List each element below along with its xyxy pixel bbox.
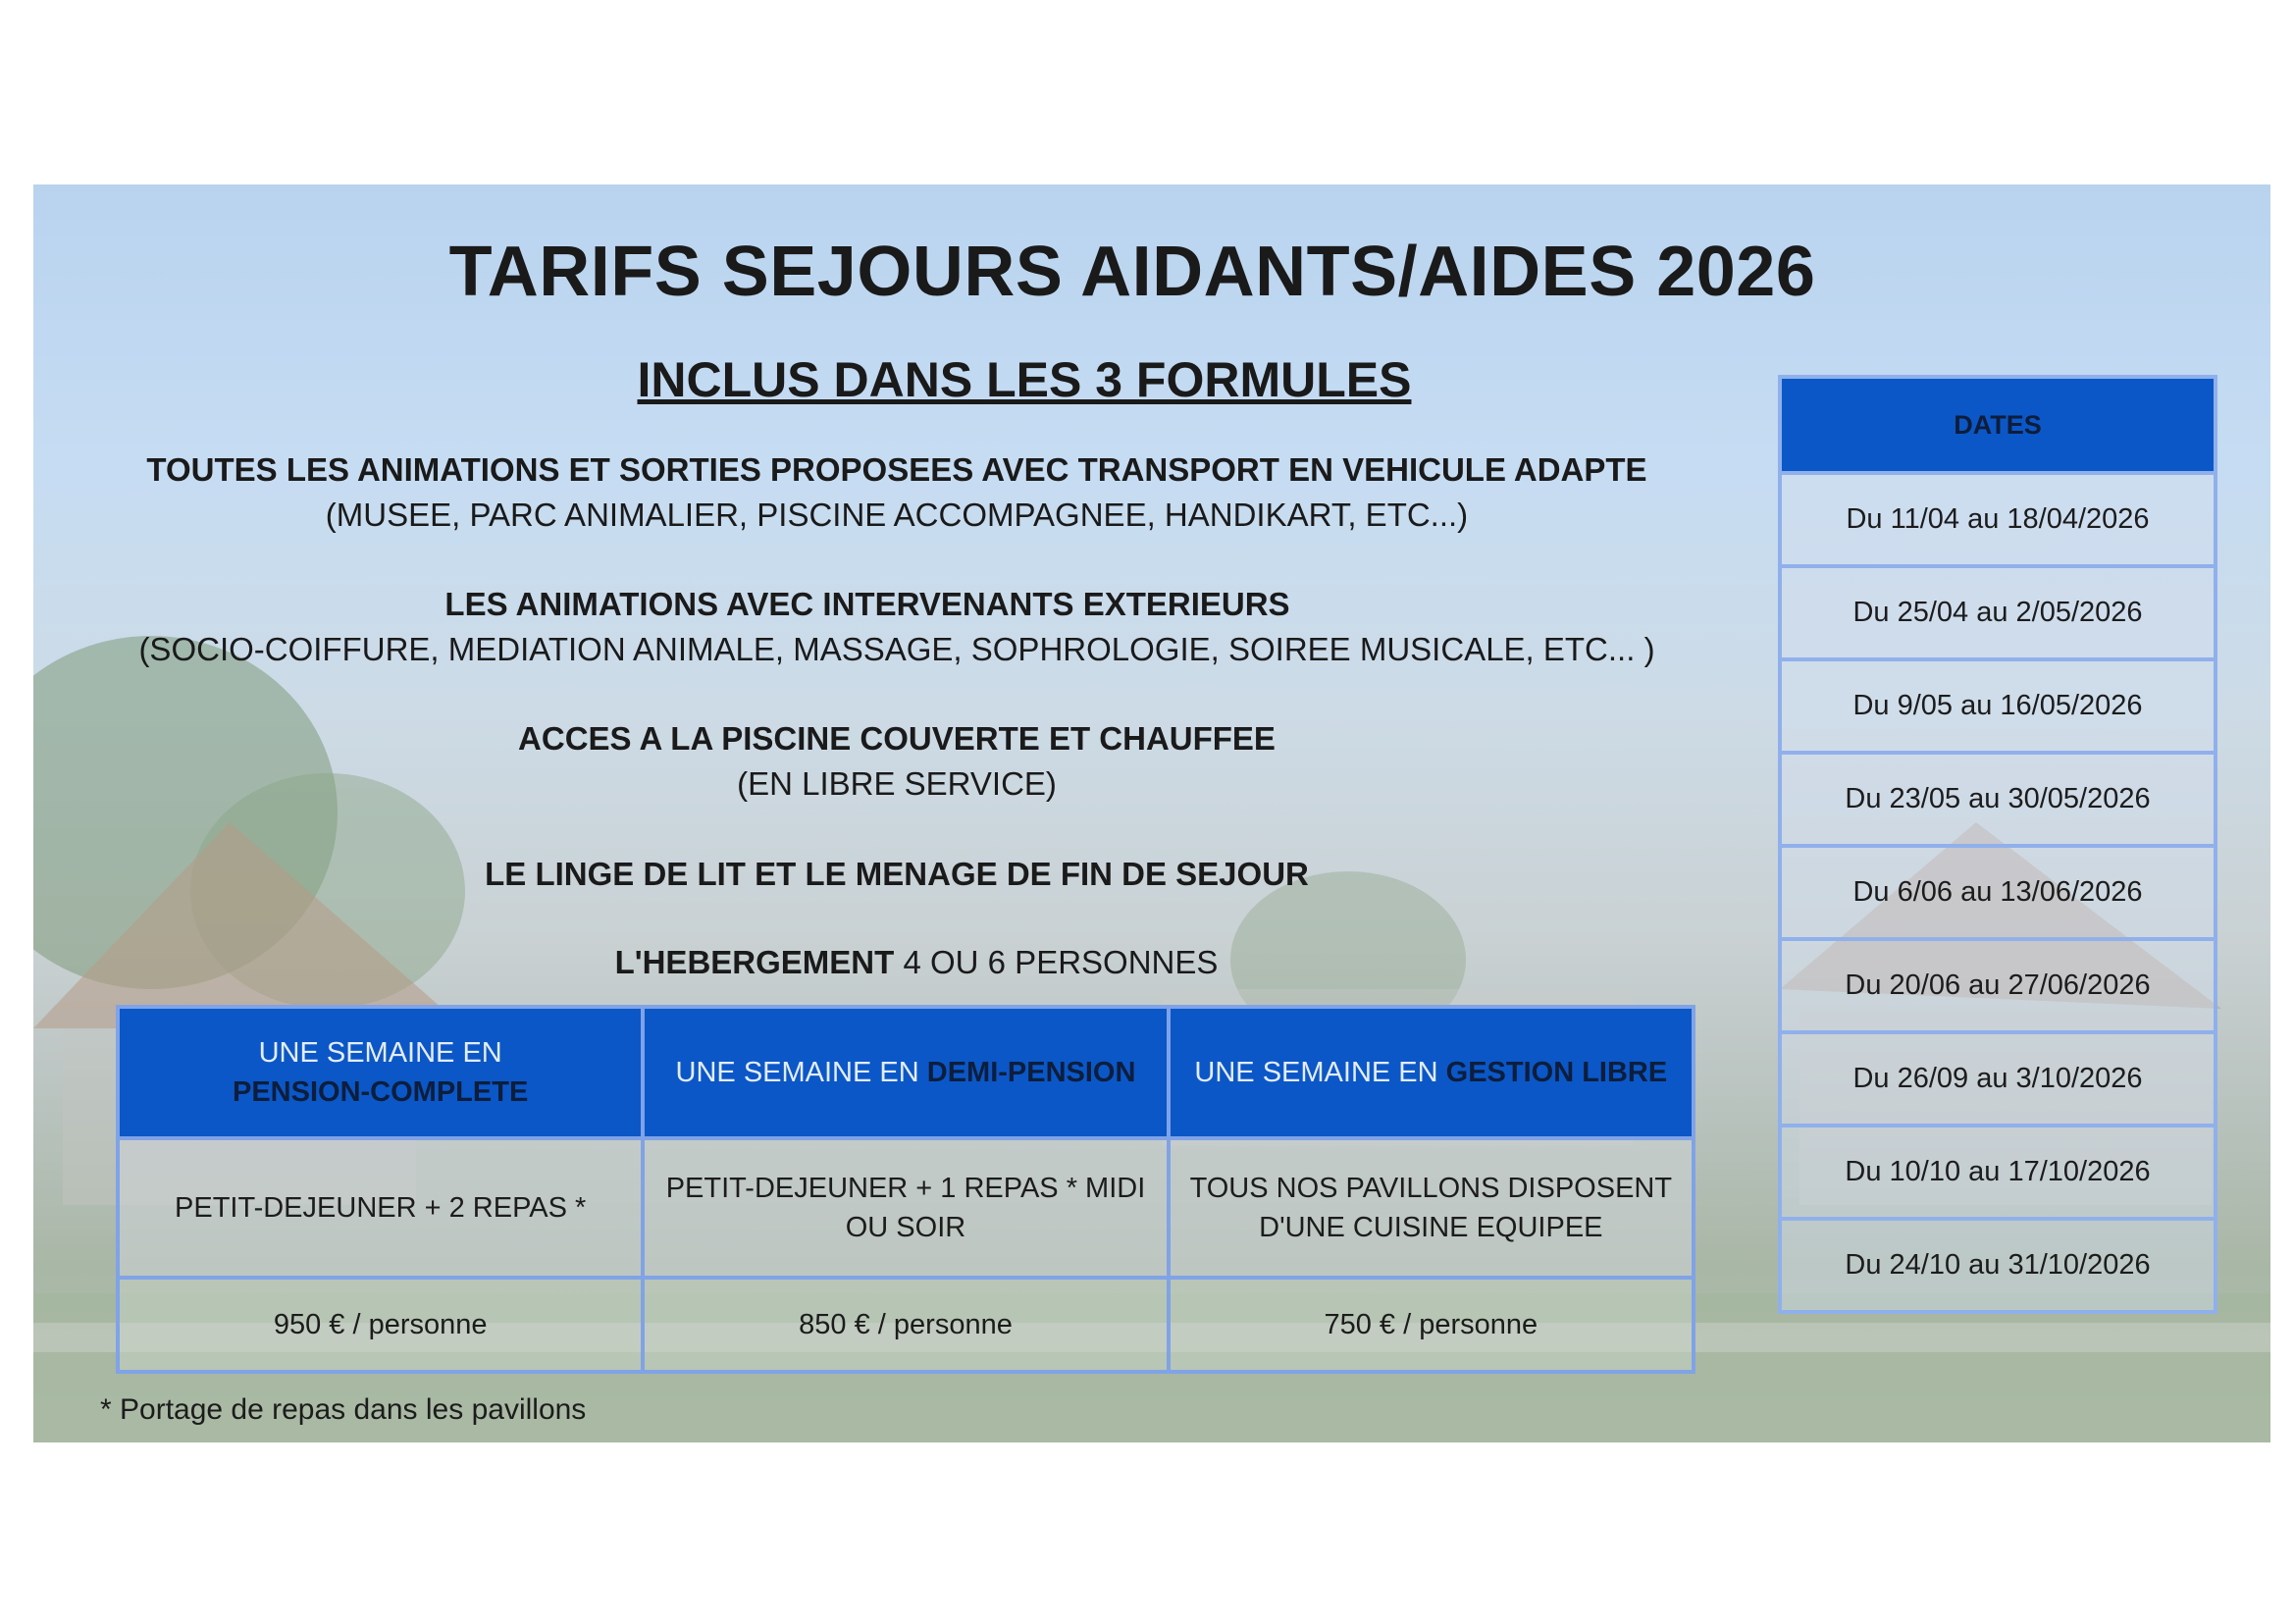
included-subtitle: INCLUS DANS LES 3 FORMULES (637, 352, 1412, 407)
formula-header-prefix: UNE SEMAINE EN (675, 1057, 927, 1088)
formula-description: TOUS NOS PAVILLONS DISPOSENT D'UNE CUISINE EQUIPEE (1169, 1138, 1694, 1278)
date-row: Du 6/06 au 13/06/2026 (1780, 846, 2216, 939)
rates-header-row (118, 1007, 1694, 1138)
dates-header: DATES (1780, 377, 2216, 473)
included-intervenants-detail: (SOCIO-COIFFURE, MEDIATION ANIMALE, MASSAGE, SOPHROLOGIE, SOIREE MUSICALE, ETC... ) (138, 631, 1655, 667)
date-row: Du 23/05 au 30/05/2026 (1780, 753, 2216, 846)
included-hebergement-rest: 4 OU 6 PERSONNES (894, 944, 1219, 980)
formula-price: 750 € / personne (1169, 1278, 1694, 1372)
included-intervenants-title: LES ANIMATIONS AVEC INTERVENANTS EXTERIEURS (444, 586, 1290, 622)
formula-description: PETIT-DEJEUNER + 2 REPAS * (118, 1138, 643, 1278)
included-animations (112, 447, 1682, 538)
formula-price: 850 € / personne (643, 1278, 1168, 1372)
formula-header-name: GESTION LIBRE (1445, 1057, 1668, 1088)
date-row: Du 11/04 au 18/04/2026 (1780, 473, 2216, 566)
included-piscine-detail: (EN LIBRE SERVICE) (737, 765, 1057, 802)
included-animations-detail: (MUSEE, PARC ANIMALIER, PISCINE ACCOMPAGNEE, HANDIKART, ETC...) (325, 497, 1469, 533)
formula-header-prefix: UNE SEMAINE EN (258, 1037, 502, 1069)
rates-description-row (118, 1138, 1694, 1278)
formula-header-demi-pension (643, 1007, 1168, 1138)
date-row: Du 26/09 au 3/10/2026 (1780, 1032, 2216, 1126)
included-linge: LE LINGE DE LIT ET LE MENAGE DE FIN DE SEJOUR (485, 856, 1309, 892)
formula-header-pension-complete (118, 1007, 643, 1138)
formula-description: PETIT-DEJEUNER + 1 REPAS * MIDI OU SOIR (643, 1138, 1168, 1278)
formula-header-name: DEMI-PENSION (926, 1057, 1136, 1088)
included-hebergement-bold: L'HEBERGEMENT (614, 944, 895, 980)
rates-price-row (118, 1278, 1694, 1372)
included-animations-title: TOUTES LES ANIMATIONS ET SORTIES PROPOSEES AVEC TRANSPORT EN VEHICULE ADAPTE (146, 451, 1647, 488)
rates-table (116, 1005, 1695, 1374)
date-row: Du 10/10 au 17/10/2026 (1780, 1126, 2216, 1219)
dates-table (1778, 375, 2217, 1314)
included-piscine-title: ACCES A LA PISCINE COUVERTE ET CHAUFFEE (518, 720, 1276, 757)
included-intervenants (112, 582, 1682, 672)
formula-price: 950 € / personne (118, 1278, 643, 1372)
date-row: Du 9/05 au 16/05/2026 (1780, 659, 2216, 753)
date-row: Du 20/06 au 27/06/2026 (1780, 939, 2216, 1032)
formula-header-name: PENSION-COMPLETE (233, 1076, 529, 1108)
formula-header-gestion-libre (1169, 1007, 1694, 1138)
footnote: * Portage de repas dans les pavillons (100, 1393, 587, 1426)
formula-header-prefix: UNE SEMAINE EN (1194, 1057, 1446, 1088)
included-hebergement (112, 940, 1721, 985)
included-piscine (112, 716, 1682, 807)
flyer-card (33, 184, 2270, 1442)
date-row: Du 24/10 au 31/10/2026 (1780, 1219, 2216, 1312)
date-row: Du 25/04 au 2/05/2026 (1780, 566, 2216, 659)
page-title: TARIFS SEJOURS AIDANTS/AIDES 2026 (448, 233, 1816, 311)
